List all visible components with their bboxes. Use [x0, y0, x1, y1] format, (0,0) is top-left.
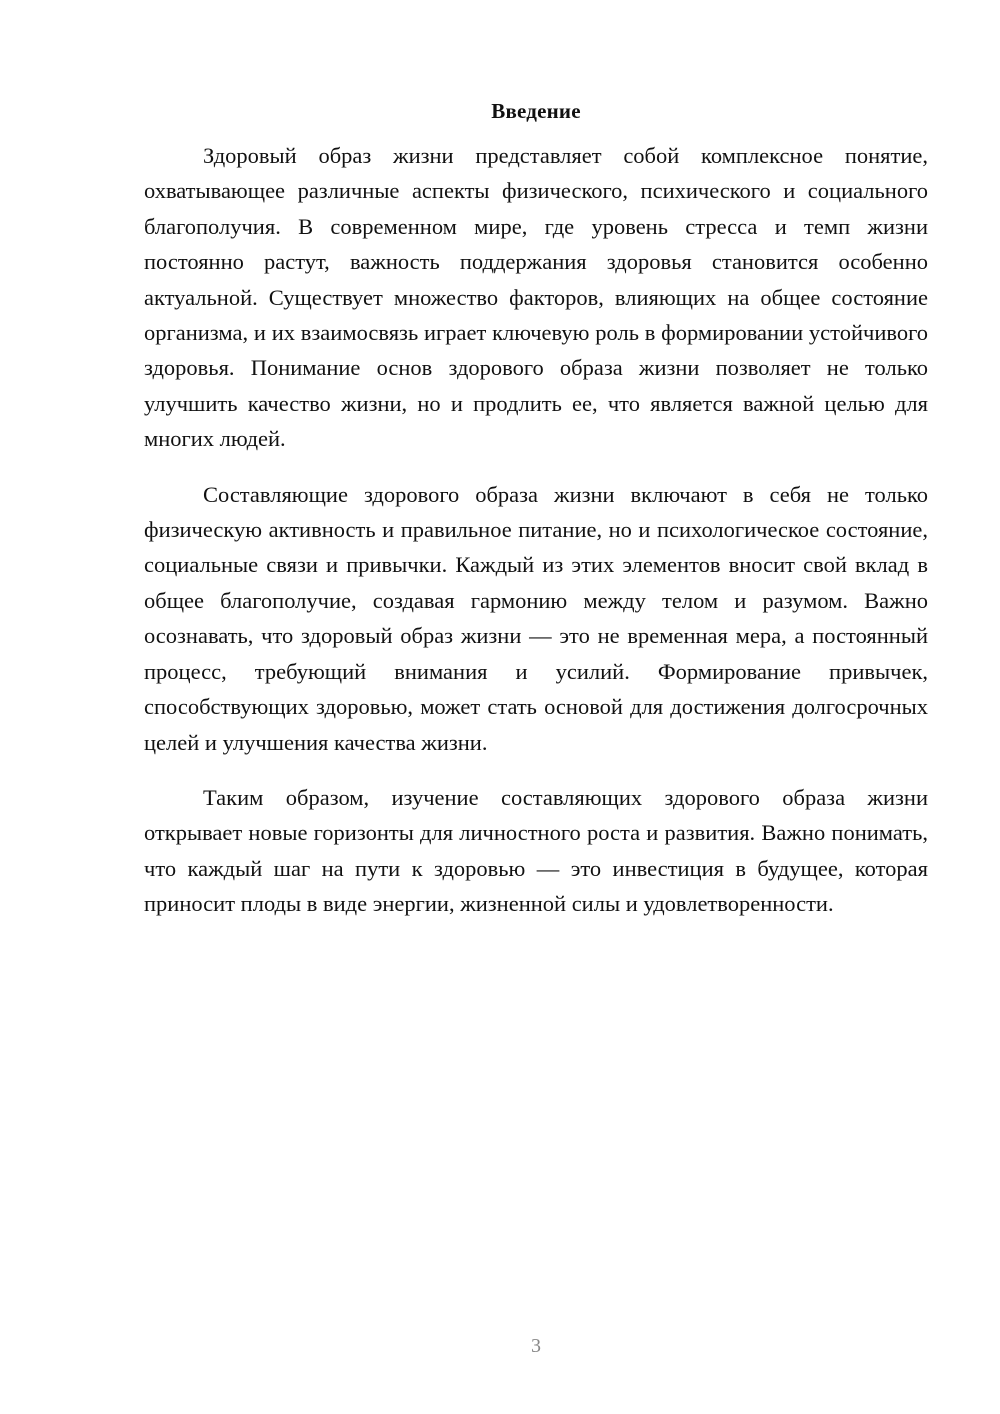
section-heading: Введение — [491, 99, 581, 123]
paragraph-1: Здоровый образ жизни представляет собой комплексное понятие, охватывающее различные аспекты физического, психического и социального благополучия. В современном мире, где уровень стресса и темп жизни постоянно растут, важность поддержания здоровья становится особенно актуальной. Существует множество факторов, влияющих на общее состояние организма, и их взаимосвязь играет ключевую роль в формировании устойчивого здоровья. Понимание основ здорового образа жизни позволяет не только улучшить качество жизни, но и продлить ее, что является важной целью для многих людей. — [144, 143, 928, 452]
page-content — [144, 96, 928, 942]
page-number: 3 — [531, 1335, 541, 1357]
paragraph-2: Составляющие здорового образа жизни включают в себя не только физическую активность и правильное питание, но и психологическое состояние, социальные связи и привычки. Каждый из этих элементов вносит свой вклад в общее благополучие, создавая гармонию между телом и разумом. Важно осознавать, что здоровый образ жизни — это не временная мера, а постоянный процесс, требующий внимания и усилий. Формирование привычек, способствующих здоровью, может стать основой для достижения долгосрочных целей и улучшения качества жизни. — [144, 481, 928, 755]
paragraph-3: Таким образом, изучение составляющих здорового образа жизни открывает новые горизонты для личностного роста и развития. Важно понимать, что каждый шаг на пути к здоровью — это инвестиция в будущее, которая приносит плоды в виде энергии, жизненной силы и удовлетворенности. — [144, 784, 928, 917]
